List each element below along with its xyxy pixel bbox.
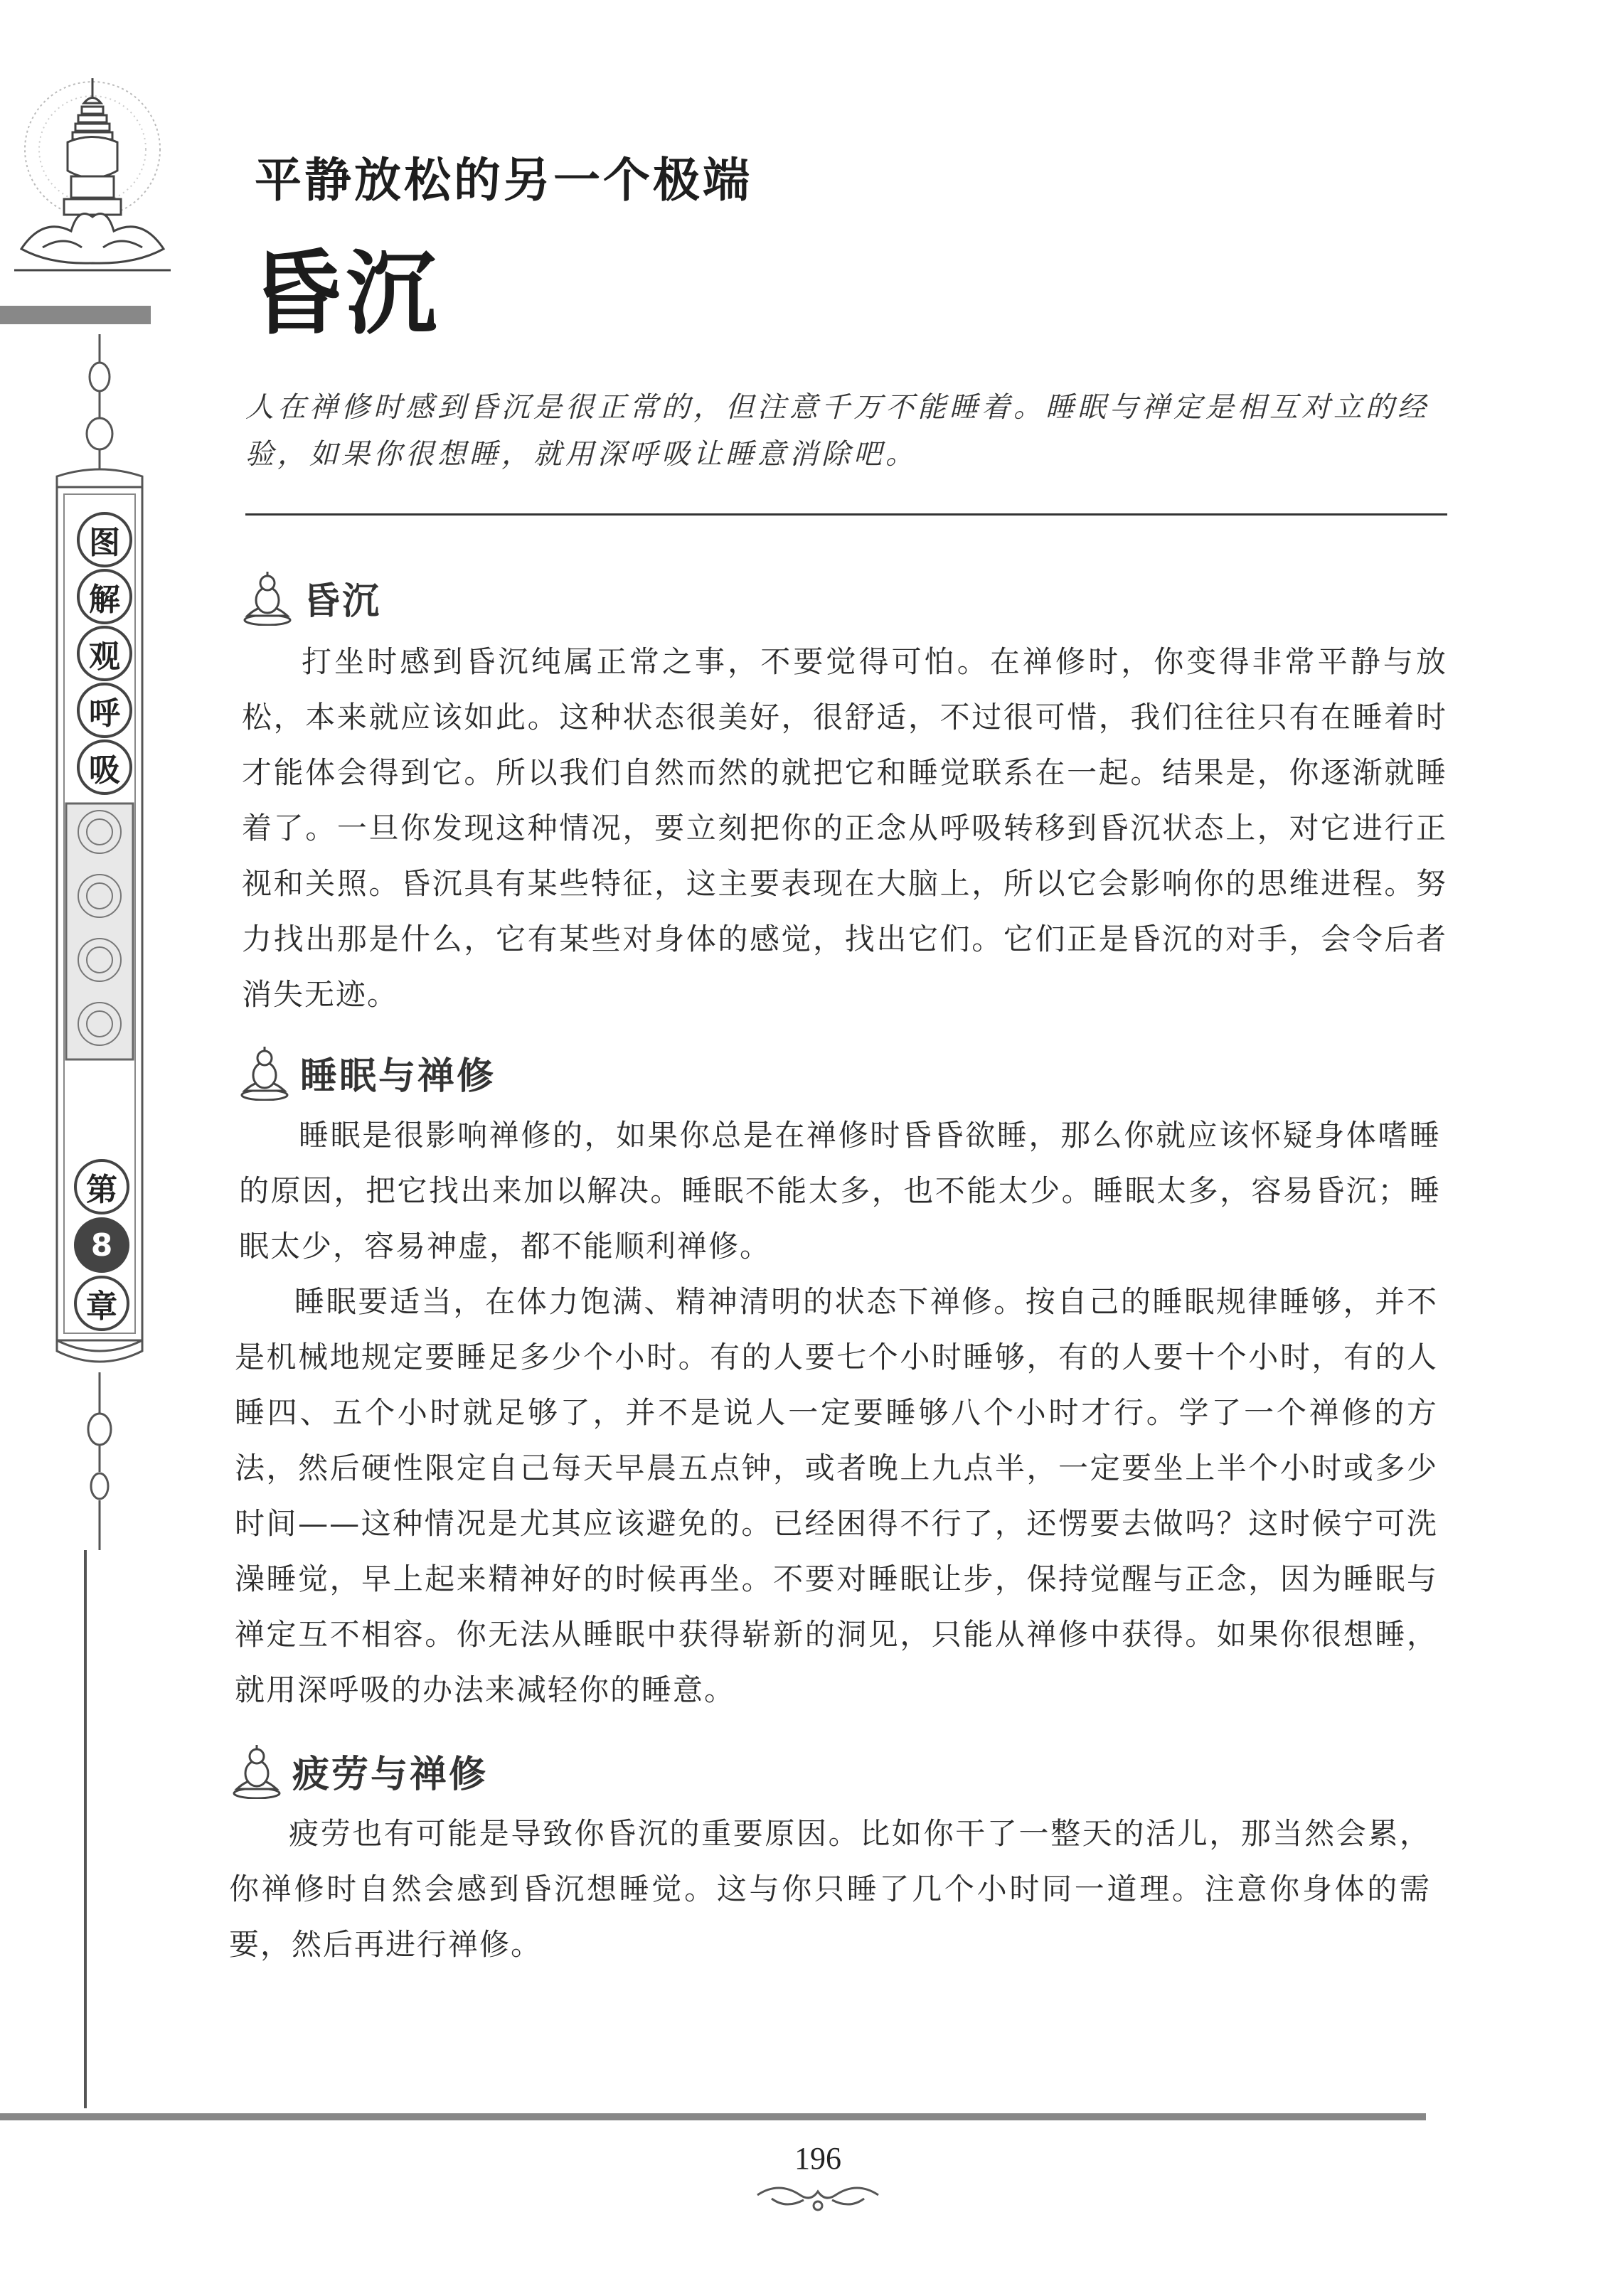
- section-paragraph: 打坐时感到昏沉纯属正常之事，不要觉得可怕。在禅修时，你变得非常平静与放松，本来就应该如此。这种状态很美好，很舒适，不过很可惜，我们往往只有在睡着时才能体会得到它。所以我们自然而然的就把它和睡觉联系在一起。结果是，你逐渐就睡着了。一旦你发现这种情况，要立刻把你的正念从呼吸转移到昏沉状态上，对它进行正视和关照。昏沉具有某些特征，这主要表现在大脑上，所以它会影响你的思维进程。努力找出那是什么，它有某些对身体的感觉，找出它们。它们正是昏沉的对手，会令后者消失无迹。: [242, 644, 1447, 1012]
- margin-line: [84, 1550, 87, 2108]
- section-heading-text: 疲劳与禅修: [292, 1752, 489, 1796]
- section-heading-text: 昏沉: [303, 579, 382, 623]
- page-number: 196: [794, 2141, 841, 2176]
- meditating-buddha-icon: [239, 1044, 290, 1101]
- book-title-char: 观: [77, 626, 132, 681]
- book-title-char: 吸: [77, 739, 132, 795]
- section-heading-text: 睡眠与禅修: [300, 1054, 496, 1098]
- footer-rule: [0, 2113, 1426, 2120]
- chapter-label: [71, 1159, 132, 1334]
- meditating-buddha-icon: [242, 569, 293, 626]
- section-heading: [242, 569, 381, 626]
- section-paragraph: 睡眠是很影响禅修的，如果你总是在禅修时昏昏欲睡，那么你就应该怀疑身体嗜睡的原因，把它找出来加以解决。睡眠不能太多，也不能太少。睡眠太多，容易昏沉；睡眠太少，容易神虚，都不能顺利禅修。: [239, 1118, 1441, 1264]
- page-subtitle: 平静放松的另一个极端: [255, 153, 752, 208]
- chapter-number: 8: [74, 1217, 129, 1273]
- chapter-char: 章: [74, 1276, 129, 1331]
- scroll-ornament-icon: [750, 2177, 885, 2220]
- intro-text: 人在禅修时感到昏沉是很正常的，但注意千万不能睡着。睡眠与禅定是相互对立的经验，如果你很想睡，就用深呼吸让睡意消除吧。: [245, 391, 1429, 471]
- book-title-char: 呼: [77, 683, 132, 738]
- page-title: 昏沉: [250, 240, 442, 347]
- book-title-char: 图: [77, 512, 132, 567]
- header-bar: [0, 306, 151, 324]
- meditating-buddha-icon: [231, 1742, 282, 1799]
- section-heading: [239, 1044, 496, 1101]
- stupa-lotus-icon: [0, 64, 185, 299]
- section-paragraph: 疲劳也有可能是导致你昏沉的重要原因。比如你干了一整天的活儿，那当然会累，你禅修时自然会感到昏沉想睡觉。这与你只睡了几个小时同一道理。注意你身体的需要，然后再进行禅修。: [229, 1816, 1431, 1962]
- intro-divider: [245, 513, 1447, 516]
- chapter-char: 第: [74, 1159, 129, 1214]
- section-paragraph: 睡眠要适当，在体力饱满、精神清明的状态下禅修。按自己的睡眠规律睡够，并不是机械地规定要睡足多少个小时。有的人要七个小时睡够，有的人要十个小时，有的人睡四、五个小时就足够了，并不是说人一定要睡够八个小时才行。学了一个禅修的方法，然后硬性限定自己每天早晨五点钟，或者晚上九点半，一定要坐上半个小时或多少时间——这种情况是尤其应该避免的。已经困得不行了，还愣要去做吗？这时候宁可洗澡睡觉，早上起来精神好的时候再坐。不要对睡眠让步，保持觉醒与正念，因为睡眠与禅定互不相容。你无法从睡眠中获得崭新的洞见，只能从禅修中获得。如果你很想睡，就用深呼吸的办法来减轻你的睡意。: [235, 1284, 1438, 1707]
- section-heading: [231, 1742, 488, 1799]
- book-title-vertical: [77, 512, 134, 796]
- book-title-char: 解: [77, 569, 132, 624]
